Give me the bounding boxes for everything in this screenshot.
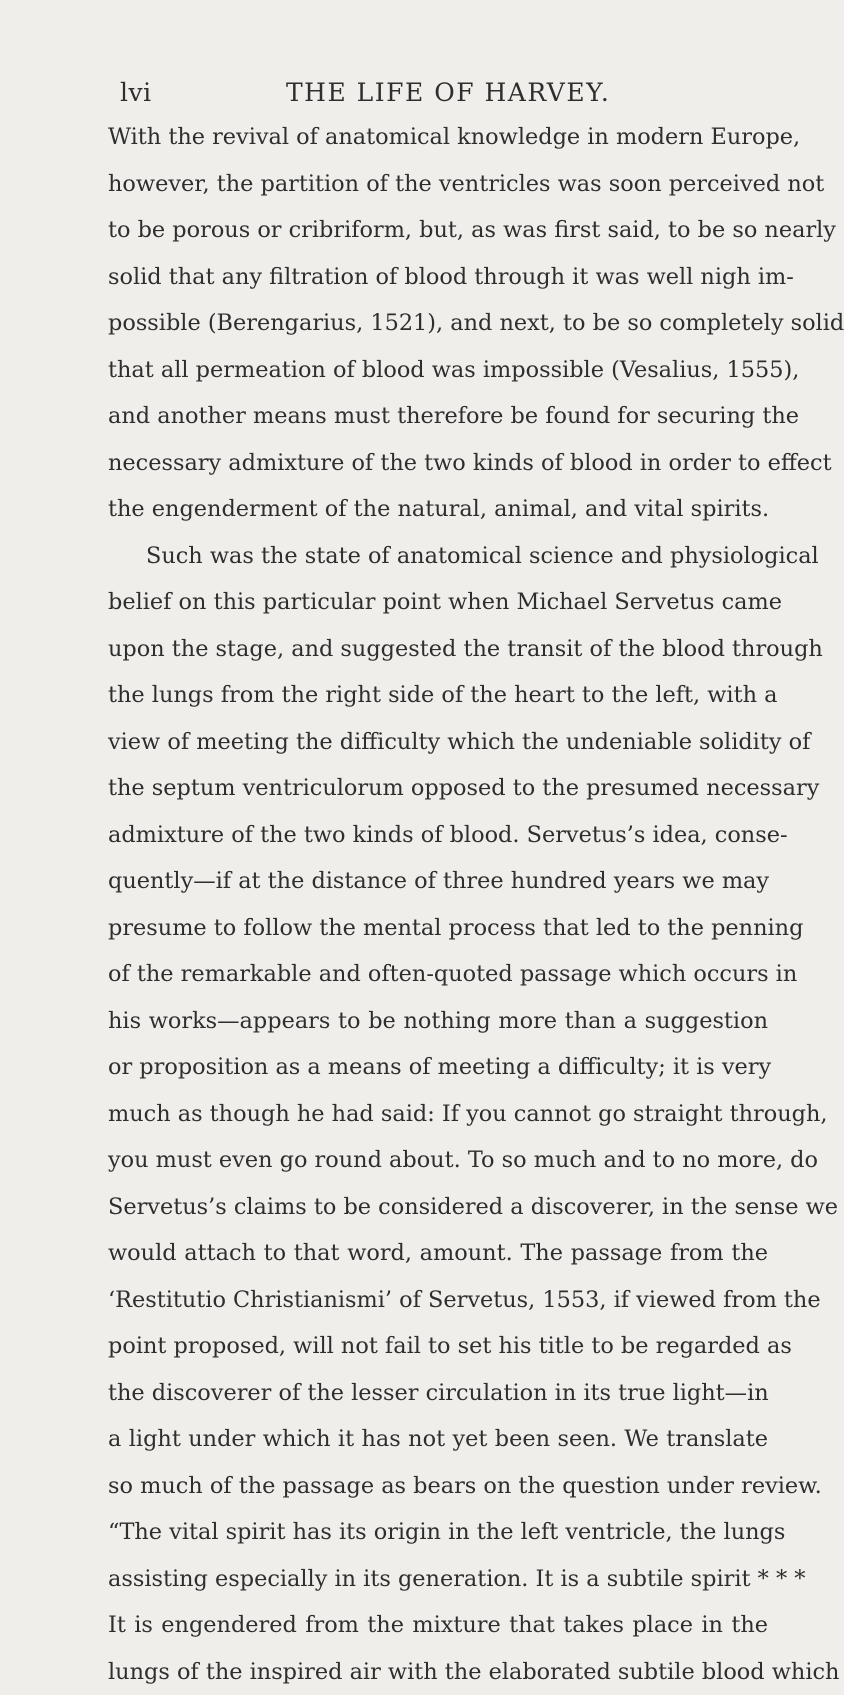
text-line: so much of the passage as bears on the question under review. xyxy=(108,1463,768,1510)
text-line: of the remarkable and often-quoted passage which occurs in xyxy=(108,951,768,998)
text-line: With the revival of anatomical knowledge in modern Europe, xyxy=(108,114,768,161)
text-line: belief on this particular point when Michael Servetus came xyxy=(108,579,768,626)
text-line: view of meeting the difficulty which the undeniable solidity of xyxy=(108,719,768,766)
text-line: point proposed, will not fail to set his title to be regarded as xyxy=(108,1323,768,1370)
text-line: or proposition as a means of meeting a difficulty; it is very xyxy=(108,1044,768,1091)
text-line: solid that any filtration of blood through it was well nigh im- xyxy=(108,254,768,301)
text-line: ‘Restitutio Christianismi’ of Servetus, 1553, if viewed from the xyxy=(108,1277,768,1324)
paragraph-start-line: Such was the state of anatomical science and physiological xyxy=(108,533,768,580)
text-line: to be porous or cribriform, but, as was first said, to be so nearly xyxy=(108,207,768,254)
text-line: and another means must therefore be found for securing the xyxy=(108,393,768,440)
text-line: much as though he had said: If you cannot go straight through, xyxy=(108,1091,768,1138)
running-head xyxy=(108,78,768,112)
text-line: that all permeation of blood was impossible (Vesalius, 1555), xyxy=(108,347,768,394)
text-line: necessary admixture of the two kinds of blood in order to effect xyxy=(108,440,768,487)
text-line: possible (Berengarius, 1521), and next, to be so completely solid xyxy=(108,300,768,347)
running-title: THE LIFE OF HARVEY. xyxy=(286,78,610,107)
text-line: the lungs from the right side of the heart to the left, with a xyxy=(108,672,768,719)
text-line: would attach to that word, amount. The passage from the xyxy=(108,1230,768,1277)
text-line: a light under which it has not yet been seen. We translate xyxy=(108,1416,768,1463)
text-line: however, the partition of the ventricles was soon perceived not xyxy=(108,161,768,208)
quotation-line: It is engendered from the mixture that takes place in the xyxy=(108,1602,768,1649)
text-line: the engenderment of the natural, animal, and vital spirits. xyxy=(108,486,768,533)
quotation-line: assisting especially in its generation. It is a subtile spirit * * * xyxy=(108,1556,768,1603)
text-line: Servetus’s claims to be considered a discoverer, in the sense we xyxy=(108,1184,768,1231)
text-line: his works—appears to be nothing more than a suggestion xyxy=(108,998,768,1045)
text-line: presume to follow the mental process that led to the penning xyxy=(108,905,768,952)
page-number: lvi xyxy=(120,78,152,107)
text-line: you must even go round about. To so much and to no more, do xyxy=(108,1137,768,1184)
text-line: quently—if at the distance of three hundred years we may xyxy=(108,858,768,905)
text-line: admixture of the two kinds of blood. Servetus’s idea, conse- xyxy=(108,812,768,859)
text-line: the discoverer of the lesser circulation in its true light—in xyxy=(108,1370,768,1417)
body-text xyxy=(108,114,768,1695)
text-line: the septum ventriculorum opposed to the presumed necessary xyxy=(108,765,768,812)
text-line: upon the stage, and suggested the transit of the blood through xyxy=(108,626,768,673)
quotation-line: lungs of the inspired air with the elaborated subtile blood which xyxy=(108,1649,768,1695)
quotation-line: “The vital spirit has its origin in the left ventricle, the lungs xyxy=(108,1509,768,1556)
